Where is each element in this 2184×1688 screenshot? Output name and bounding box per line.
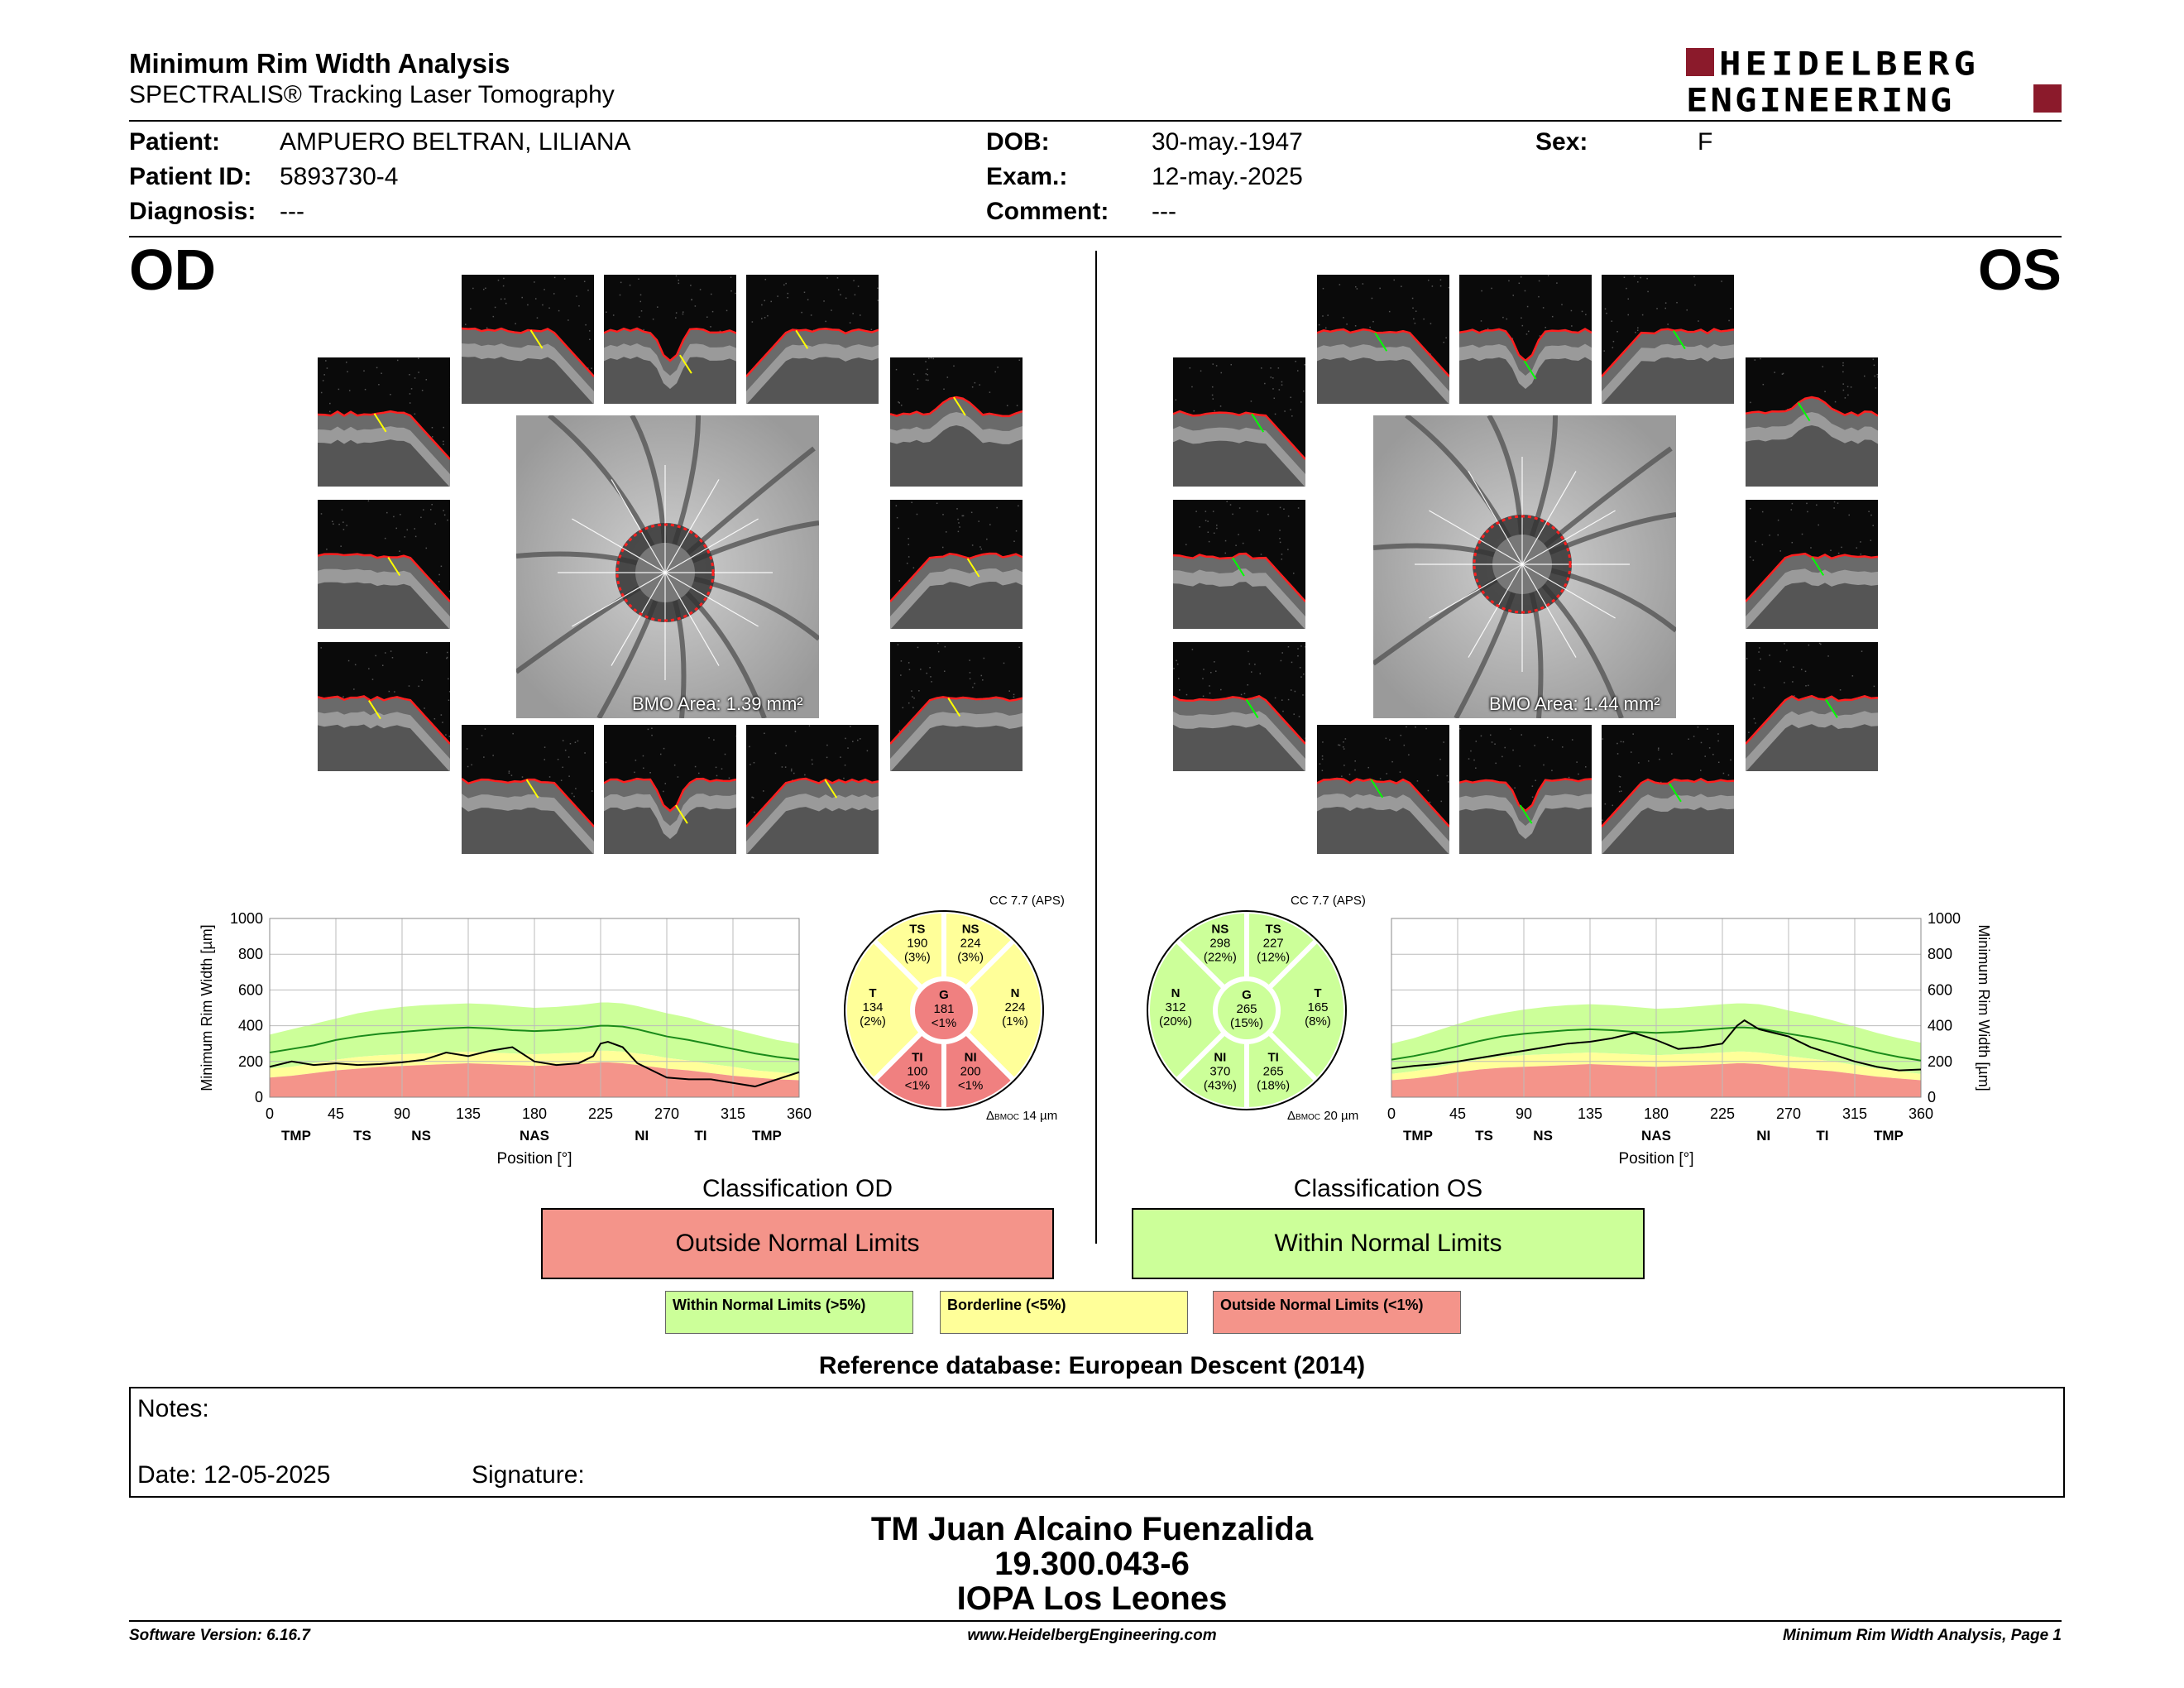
os-bmoc-value: 20 µm bbox=[1324, 1109, 1359, 1123]
x-tick-label: 225 bbox=[587, 1105, 614, 1122]
sector-t-text: (2%) bbox=[860, 1014, 886, 1029]
footer-software-version: Software Version: 6.16.7 bbox=[129, 1627, 310, 1644]
x-tick-label: 315 bbox=[720, 1105, 746, 1122]
os-eye-label: OS bbox=[1977, 237, 2062, 302]
sector-label: NS bbox=[411, 1128, 431, 1144]
logo-line1: HEIDELBERG bbox=[1719, 45, 1980, 84]
report-title: Minimum Rim Width Analysis bbox=[129, 48, 510, 79]
sector-ti-text: 265 bbox=[1262, 1064, 1284, 1079]
sector-label: TI bbox=[694, 1128, 707, 1144]
sector-ti-text: 100 bbox=[907, 1064, 928, 1079]
sector-ns-text: 224 bbox=[960, 936, 981, 951]
sector-ts-text: 190 bbox=[907, 936, 928, 951]
logo-square-icon bbox=[1686, 48, 1714, 76]
os-cc-label: CC 7.7 (APS) bbox=[1291, 894, 1366, 908]
bscan-thumbnail bbox=[318, 500, 450, 629]
sector-label: NI bbox=[635, 1128, 649, 1144]
sector-ts-text: TS bbox=[1265, 922, 1281, 937]
operator-id: 19.300.043-6 bbox=[994, 1546, 1190, 1582]
sector-ti-text: TI bbox=[912, 1050, 923, 1065]
os-fundus-image bbox=[1373, 415, 1676, 718]
x-tick-label: 360 bbox=[1908, 1105, 1934, 1122]
x-tick-label: 270 bbox=[1775, 1105, 1802, 1122]
patient-id: 5893730-4 bbox=[280, 163, 399, 190]
bscan-thumbnail bbox=[318, 642, 450, 771]
sector-n-text: (1%) bbox=[1002, 1014, 1028, 1029]
operator-institution: IOPA Los Leones bbox=[956, 1580, 1228, 1617]
date-label: Date: 12-05-2025 bbox=[137, 1461, 331, 1489]
x-tick-label: 0 bbox=[1387, 1105, 1396, 1122]
footer-website: www.HeidelbergEngineering.com bbox=[967, 1627, 1217, 1644]
y-axis-label: Minimum Rim Width [µm] bbox=[199, 924, 215, 1091]
sector-g-text: 265 bbox=[1236, 1002, 1257, 1016]
sector-label: NAS bbox=[1641, 1128, 1671, 1144]
bscan-thumbnail bbox=[318, 357, 450, 487]
sector-t-text: 134 bbox=[862, 1000, 884, 1014]
bscan-thumbnail bbox=[1602, 725, 1734, 854]
bscan-thumbnail bbox=[1317, 275, 1449, 404]
bscan-thumbnail bbox=[1602, 275, 1734, 404]
y-tick-label: 1000 bbox=[229, 910, 263, 927]
patient-name: AMPUERO BELTRAN, LILIANA bbox=[280, 128, 631, 156]
bscan-thumbnail bbox=[462, 275, 594, 404]
sector-t-text: (8%) bbox=[1305, 1014, 1331, 1029]
bscan-thumbnail bbox=[1746, 642, 1878, 771]
legend-within: Within Normal Limits (>5%) bbox=[665, 1291, 913, 1334]
sector-n-text: 312 bbox=[1165, 1000, 1186, 1014]
y-tick-label: 0 bbox=[254, 1089, 263, 1105]
diagnosis-value: --- bbox=[280, 198, 304, 225]
sector-ns-text: (3%) bbox=[957, 950, 984, 965]
delta-icon: Δ bbox=[986, 1109, 995, 1123]
comment-label: Comment: bbox=[986, 198, 1109, 225]
os-bmoc bbox=[1287, 1109, 1358, 1123]
sector-ti-text: <1% bbox=[904, 1078, 931, 1093]
exam-label: Exam.: bbox=[986, 163, 1068, 190]
os-classification-title: Classification OS bbox=[1293, 1175, 1483, 1202]
x-axis-label: Position [°] bbox=[496, 1150, 572, 1168]
bscan-thumbnail bbox=[1173, 357, 1305, 487]
bscan-thumbnail bbox=[1746, 357, 1878, 487]
os-sector-diagram bbox=[1143, 907, 1350, 1114]
x-tick-label: 0 bbox=[265, 1105, 275, 1122]
y-tick-label: 400 bbox=[1928, 1017, 1953, 1034]
delta-icon: Δ bbox=[1287, 1109, 1296, 1123]
od-bmoc-value: 14 µm bbox=[1023, 1109, 1058, 1123]
sector-g-text: G bbox=[939, 988, 949, 1002]
sector-label: NAS bbox=[520, 1128, 549, 1144]
od-cc-label: CC 7.7 (APS) bbox=[989, 894, 1065, 908]
legend-outside: Outside Normal Limits (<1%) bbox=[1213, 1291, 1461, 1334]
sector-ts-text: 227 bbox=[1262, 936, 1284, 951]
sector-n-text: N bbox=[1010, 986, 1020, 1000]
patient-label: Patient: bbox=[129, 128, 221, 156]
sector-ti-text: TI bbox=[1267, 1050, 1279, 1065]
bscan-thumbnail bbox=[1746, 500, 1878, 629]
y-tick-label: 200 bbox=[1928, 1053, 1953, 1070]
sector-ti-text: (18%) bbox=[1257, 1078, 1291, 1093]
y-tick-label: 200 bbox=[237, 1053, 263, 1070]
sector-label: TMP bbox=[1873, 1128, 1904, 1144]
exam-value: 12-may.-2025 bbox=[1152, 163, 1303, 190]
logo-square-icon-2 bbox=[2033, 84, 2062, 113]
od-classification-box: Outside Normal Limits bbox=[541, 1208, 1054, 1279]
od-sector-diagram bbox=[841, 907, 1047, 1114]
x-tick-label: 180 bbox=[1643, 1105, 1669, 1122]
sector-label: NS bbox=[1533, 1128, 1553, 1144]
sector-t-text: T bbox=[1314, 986, 1322, 1000]
x-tick-label: 90 bbox=[393, 1105, 411, 1122]
sector-g-text: (15%) bbox=[1229, 1016, 1264, 1030]
x-tick-label: 225 bbox=[1709, 1105, 1736, 1122]
sector-t-text: 165 bbox=[1307, 1000, 1329, 1014]
bscan-thumbnail bbox=[890, 357, 1023, 487]
sector-ts-text: (3%) bbox=[904, 950, 931, 965]
y-tick-label: 800 bbox=[237, 946, 263, 963]
legend-borderline: Borderline (<5%) bbox=[940, 1291, 1188, 1334]
heidelberg-logo bbox=[1686, 45, 2065, 120]
sector-label: NI bbox=[1756, 1128, 1771, 1144]
bscan-thumbnail bbox=[1459, 275, 1592, 404]
bscan-thumbnail bbox=[746, 275, 879, 404]
sex-label: Sex: bbox=[1535, 128, 1588, 156]
x-axis-label: Position [°] bbox=[1618, 1150, 1694, 1168]
comment-value: --- bbox=[1152, 198, 1176, 225]
x-tick-label: 360 bbox=[786, 1105, 812, 1122]
bscan-thumbnail bbox=[462, 725, 594, 854]
sector-ni-text: NI bbox=[964, 1050, 977, 1065]
od-fundus-image bbox=[516, 415, 819, 718]
sector-n-text: N bbox=[1171, 986, 1181, 1000]
logo-line2: ENGINEERING bbox=[1686, 81, 1955, 120]
bscan-thumbnail bbox=[746, 725, 879, 854]
signature-label: Signature: bbox=[472, 1461, 585, 1489]
sex-value: F bbox=[1698, 128, 1713, 156]
od-bmoc-prefix: BMOC bbox=[994, 1113, 1020, 1122]
bscan-thumbnail bbox=[604, 725, 736, 854]
y-tick-label: 400 bbox=[237, 1017, 263, 1034]
x-tick-label: 90 bbox=[1515, 1105, 1533, 1122]
sector-ns-text: NS bbox=[961, 922, 979, 937]
od-eye-label: OD bbox=[129, 237, 216, 302]
sector-ni-text: <1% bbox=[957, 1078, 984, 1093]
bscan-thumbnail bbox=[1173, 642, 1305, 771]
dob-value: 30-may.-1947 bbox=[1152, 128, 1303, 156]
center-divider bbox=[1095, 251, 1097, 1244]
y-axis-label: Minimum Rim Width [µm] bbox=[1976, 924, 1992, 1091]
od-mrw-chart bbox=[187, 899, 832, 1172]
sector-g-text: G bbox=[1242, 988, 1252, 1002]
os-classification-box: Within Normal Limits bbox=[1132, 1208, 1645, 1279]
x-tick-label: 135 bbox=[1577, 1105, 1603, 1122]
od-bmo-area: BMO Area: 1.39 mm² bbox=[632, 693, 803, 714]
sector-ts-text: (12%) bbox=[1257, 950, 1291, 965]
sector-label: TI bbox=[1816, 1128, 1829, 1144]
sector-n-text: (20%) bbox=[1158, 1014, 1193, 1029]
x-tick-label: 45 bbox=[327, 1105, 345, 1122]
x-tick-label: 315 bbox=[1842, 1105, 1868, 1122]
sector-ni-text: NI bbox=[1214, 1050, 1227, 1065]
y-tick-label: 1000 bbox=[1928, 910, 1961, 927]
sector-label: TS bbox=[353, 1128, 371, 1144]
bscan-thumbnail bbox=[890, 500, 1023, 629]
sector-g-text: 181 bbox=[933, 1002, 955, 1016]
bscan-thumbnail bbox=[1317, 725, 1449, 854]
dob-label: DOB: bbox=[986, 128, 1050, 156]
notes-label: Notes: bbox=[137, 1395, 209, 1422]
x-tick-label: 180 bbox=[521, 1105, 548, 1122]
os-bmo-area: BMO Area: 1.44 mm² bbox=[1489, 693, 1660, 714]
sector-ns-text: (22%) bbox=[1203, 950, 1237, 965]
os-bmoc-prefix: BMOC bbox=[1296, 1113, 1321, 1122]
os-mrw-chart bbox=[1358, 899, 2004, 1172]
sector-ts-text: TS bbox=[909, 922, 926, 937]
x-tick-label: 270 bbox=[654, 1105, 680, 1122]
y-tick-label: 800 bbox=[1928, 946, 1953, 963]
bscan-thumbnail bbox=[890, 642, 1023, 771]
y-tick-label: 600 bbox=[1928, 981, 1953, 999]
sector-label: TMP bbox=[751, 1128, 782, 1144]
bscan-thumbnail bbox=[604, 275, 736, 404]
diagnosis-label: Diagnosis: bbox=[129, 198, 256, 225]
sector-t-text: T bbox=[869, 986, 877, 1000]
reference-database: Reference database: European Descent (2014) bbox=[818, 1352, 1366, 1379]
od-bmoc bbox=[986, 1109, 1057, 1123]
sector-label: TMP bbox=[1403, 1128, 1433, 1144]
sector-ns-text: NS bbox=[1211, 922, 1229, 937]
operator-name: TM Juan Alcaino Fuenzalida bbox=[870, 1511, 1314, 1547]
x-tick-label: 45 bbox=[1449, 1105, 1467, 1122]
sector-n-text: 224 bbox=[1004, 1000, 1026, 1014]
footer-page-info: Minimum Rim Width Analysis, Page 1 bbox=[1783, 1627, 2062, 1644]
od-classification-title: Classification OD bbox=[702, 1175, 893, 1202]
bscan-thumbnail bbox=[1173, 500, 1305, 629]
notes-box bbox=[129, 1387, 2065, 1498]
sector-label: TS bbox=[1475, 1128, 1493, 1144]
y-tick-label: 600 bbox=[237, 981, 263, 999]
sector-ni-text: 200 bbox=[960, 1064, 981, 1079]
patient-id-label: Patient ID: bbox=[129, 163, 252, 190]
sector-ni-text: (43%) bbox=[1203, 1078, 1237, 1093]
x-tick-label: 135 bbox=[455, 1105, 481, 1122]
bscan-thumbnail bbox=[1459, 725, 1592, 854]
sector-label: TMP bbox=[281, 1128, 311, 1144]
report-subtitle: SPECTRALIS® Tracking Laser Tomography bbox=[129, 81, 615, 108]
y-tick-label: 0 bbox=[1928, 1089, 1937, 1105]
sector-ns-text: 298 bbox=[1209, 936, 1231, 951]
sector-g-text: <1% bbox=[931, 1016, 957, 1030]
sector-ni-text: 370 bbox=[1209, 1064, 1231, 1079]
